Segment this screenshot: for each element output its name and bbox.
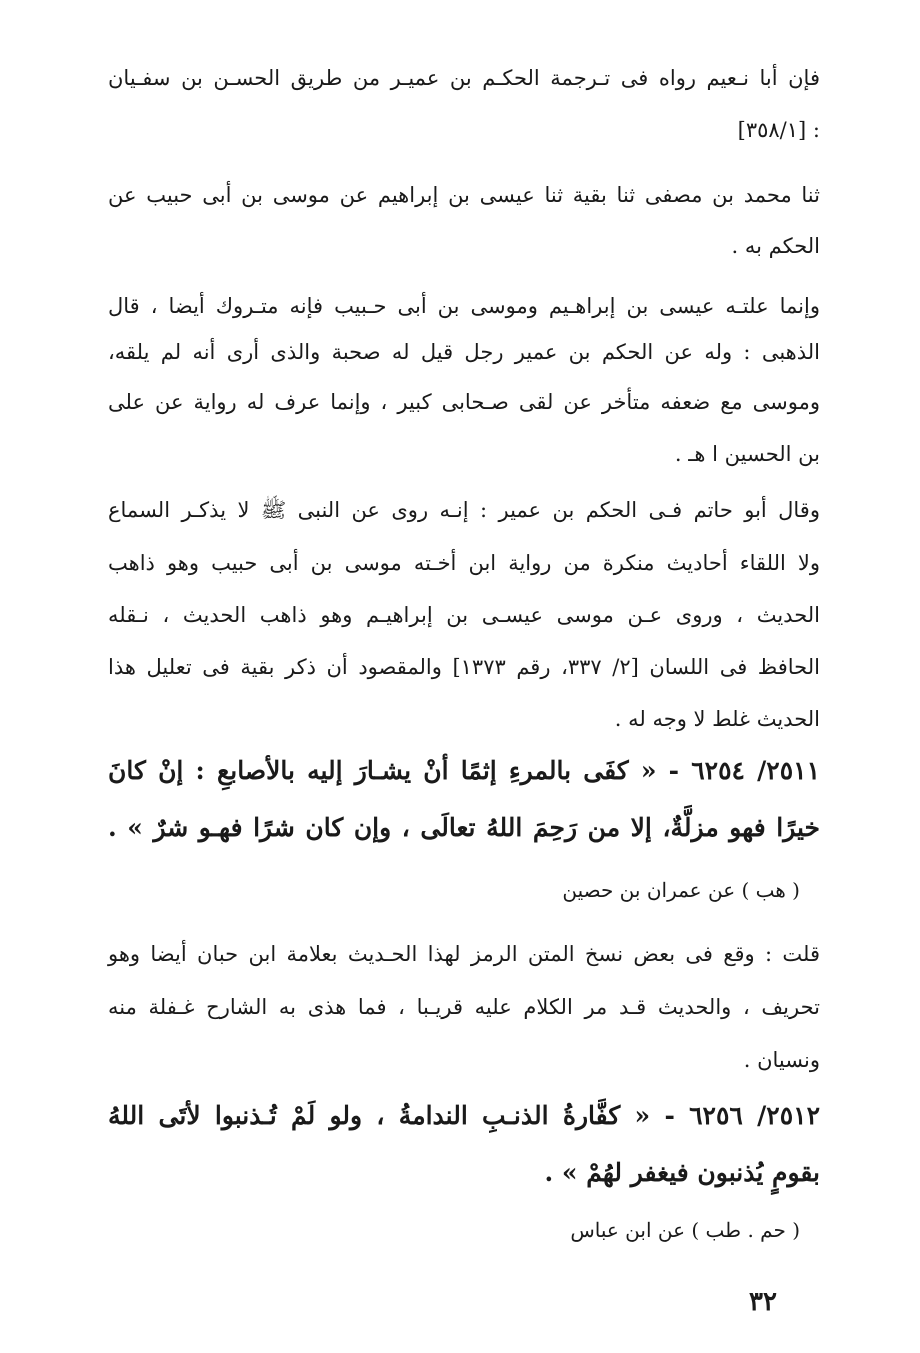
text-line: : [٣٥٨/١] (737, 118, 820, 142)
text-line: ولا اللقاء أحاديث منكرة من رواية ابن أخـته موسى بن أبى حبيب وهو ذاهب (108, 551, 820, 575)
document-page (108, 50, 820, 1320)
page-number: ٣٢ (749, 1287, 777, 1317)
hadith-text-line: ٢٥١١/ ٦٢٥٤ - « كفَى بالمرءِ إثمًا أنْ يشـارَ إليه بالأصابعِ : إنْ كانَ (108, 756, 820, 785)
text-line: وموسى مع ضعفه متأخر عن لقى صـحابى كبير ، وإنما عرف له رواية عن على (108, 390, 820, 414)
text-line: فإن أبا نـعيم رواه فى تـرجمة الحكـم بن عميـر من طريق الحسـن بن سفـيان (108, 66, 820, 90)
hadith-source: ( حم . طب ) عن ابن عباس (570, 1218, 800, 1242)
hadith-text-line: بقومٍ يُذنبون فيغفر لهُمْ » . (544, 1158, 820, 1187)
text-line: ونسيان . (743, 1048, 820, 1072)
text-line: قلت : وقع فى بعض نسخ المتن الرمز لهذا الحـديث بعلامة ابن حبان أيضا وهو (108, 942, 820, 966)
text-line: وإنما علتـه عيسى بن إبراهـيم وموسى بن أبى حـبيب فإنه متـروك أيضا ، قال (108, 294, 820, 318)
text-line: ثنا محمد بن مصفى ثنا بقية ثنا عيسى بن إبراهيم عن موسى بن أبى حبيب عن (108, 183, 820, 207)
hadith-source: ( هب ) عن عمران بن حصين (562, 878, 800, 902)
text-line: الحديث ، وروى عـن موسى عيسـى بن إبراهيـم وهو ذاهب الحديث ، نـقله (108, 603, 820, 627)
text-line: الحكم به . (731, 234, 820, 258)
text-line: وقال أبو حاتم فـى الحكم بن عمير : إنـه روى عن النبى ﷺ لا يذكـر السماع (108, 498, 820, 522)
text-line: الذهبى : وله عن الحكم بن عمير رجل قيل له صحبة والذى أرى أنه لم يلقه، (108, 340, 820, 364)
text-line: تحريف ، والحديث قـد مر الكلام عليه قريـبا ، فما هذى به الشارح غـفلة منه (108, 995, 820, 1019)
hadith-text-line: ٢٥١٢/ ٦٢٥٦ - « كفَّارةُ الذنـبِ الندامةُ ، ولو لَمْ تُـذنبوا لأتَى اللهُ (108, 1101, 820, 1130)
text-line: الحديث غلط لا وجه له . (614, 707, 820, 731)
text-line: بن الحسين ا هـ . (674, 442, 820, 466)
hadith-text-line: خيرًا فهو مزلَّةٌ، إلا من رَحِمَ اللهُ تعالَى ، وإن كان شرًا فهـو شرٌ » . (108, 813, 820, 842)
text-line: الحافظ فى اللسان [٢/ ٣٣٧، رقم ١٣٧٣] والمقصود أن ذكر بقية فى تعليل هذا (108, 655, 820, 679)
